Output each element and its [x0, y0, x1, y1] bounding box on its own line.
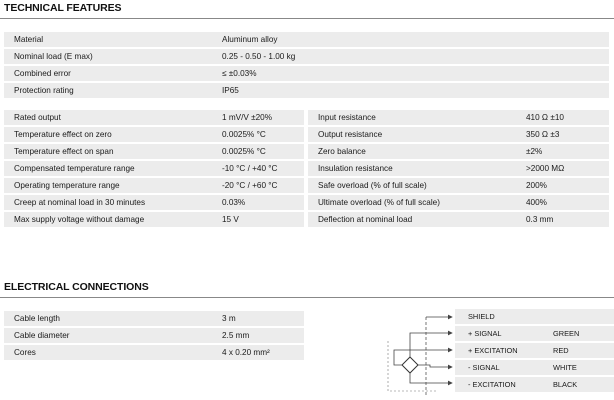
row-label: Input resistance — [318, 113, 376, 122]
row-label: Output resistance — [318, 130, 383, 139]
row-value: ±2% — [526, 147, 543, 156]
row-value: -10 °C / +40 °C — [222, 164, 278, 173]
table-row — [4, 32, 609, 47]
table-row — [308, 161, 609, 176]
table-row — [4, 178, 304, 193]
row-label: Combined error — [14, 69, 71, 78]
row-label: Max supply voltage without damage — [14, 215, 145, 224]
minus-excitation-wire — [410, 373, 452, 383]
table-row — [4, 311, 304, 326]
row-label: Ultimate overload (% of full scale) — [318, 198, 440, 207]
table-row — [4, 144, 304, 159]
electrical-connections-title: ELECTRICAL CONNECTIONS — [4, 281, 149, 293]
legend-row — [455, 326, 614, 341]
wire-color: BLACK — [553, 380, 578, 389]
wire-color: RED — [553, 346, 569, 355]
wire-name: - SIGNAL — [468, 363, 500, 372]
row-label: Safe overload (% of full scale) — [318, 181, 427, 190]
row-value: 1 mV/V ±20% — [222, 113, 273, 122]
row-value: Aluminum alloy — [222, 35, 278, 44]
row-label: Zero balance — [318, 147, 366, 156]
row-label: Temperature effect on zero — [14, 130, 112, 139]
row-label: Deflection at nominal load — [318, 215, 413, 224]
row-value: 410 Ω ±10 — [526, 113, 564, 122]
table-row — [4, 83, 609, 98]
row-value: >2000 MΩ — [526, 164, 565, 173]
wheatstone-bridge-icon — [402, 357, 418, 373]
row-label: Protection rating — [14, 86, 74, 95]
row-value: 400% — [526, 198, 547, 207]
table-row — [4, 195, 304, 210]
row-value: 4 x 0.20 mm² — [222, 348, 270, 357]
table-row — [4, 127, 304, 142]
row-label: Material — [14, 35, 44, 44]
wire-color: GREEN — [553, 329, 580, 338]
wire-name: + SIGNAL — [468, 329, 502, 338]
row-value: 0.03% — [222, 198, 246, 207]
row-value: 2.5 mm — [222, 331, 250, 340]
row-value: IP65 — [222, 86, 239, 95]
row-label: Compensated temperature range — [14, 164, 135, 173]
row-label: Temperature effect on span — [14, 147, 114, 156]
row-label: Creep at nominal load in 30 minutes — [14, 198, 146, 207]
table-row — [4, 49, 609, 64]
row-value: -20 °C / +60 °C — [222, 181, 278, 190]
legend-row — [455, 377, 614, 392]
table-row — [308, 212, 609, 227]
minus-signal-wire — [418, 365, 452, 367]
wire-color: WHITE — [553, 363, 577, 372]
row-label: Nominal load (E max) — [14, 52, 93, 61]
table-row — [4, 212, 304, 227]
table-row — [308, 144, 609, 159]
row-value: 15 V — [222, 215, 239, 224]
title-rule — [0, 18, 614, 19]
legend-row — [455, 360, 614, 375]
row-value: 3 m — [222, 314, 236, 323]
technical-features-title: TECHNICAL FEATURES — [4, 2, 122, 14]
table-row — [4, 328, 304, 343]
row-value: 0.0025% °C — [222, 130, 266, 139]
plus-signal-wire — [410, 333, 452, 357]
row-label: Cores — [14, 348, 36, 357]
table-row — [308, 127, 609, 142]
row-label: Rated output — [14, 113, 61, 122]
row-value: 0.0025% °C — [222, 147, 266, 156]
table-row — [308, 110, 609, 125]
row-label: Cable diameter — [14, 331, 70, 340]
row-value: 0.25 - 0.50 - 1.00 kg — [222, 52, 296, 61]
legend-row — [455, 309, 614, 324]
row-value: 0.3 mm — [526, 215, 554, 224]
row-value: 200% — [526, 181, 547, 190]
table-row — [4, 66, 609, 81]
wiring-diagram — [380, 305, 460, 397]
wire-name: SHIELD — [468, 312, 495, 321]
table-row — [4, 161, 304, 176]
wire-name: + EXCITATION — [468, 346, 518, 355]
legend-row — [455, 343, 614, 358]
row-label: Cable length — [14, 314, 60, 323]
row-label: Insulation resistance — [318, 164, 393, 173]
wire-name: - EXCITATION — [468, 380, 516, 389]
title-rule — [0, 297, 614, 298]
row-value: ≤ ±0.03% — [222, 69, 257, 78]
row-label: Operating temperature range — [14, 181, 120, 190]
table-row — [308, 178, 609, 193]
row-value: 350 Ω ±3 — [526, 130, 560, 139]
table-row — [4, 345, 304, 360]
table-row — [4, 110, 304, 125]
table-row — [308, 195, 609, 210]
plus-excitation-wire — [394, 350, 452, 365]
